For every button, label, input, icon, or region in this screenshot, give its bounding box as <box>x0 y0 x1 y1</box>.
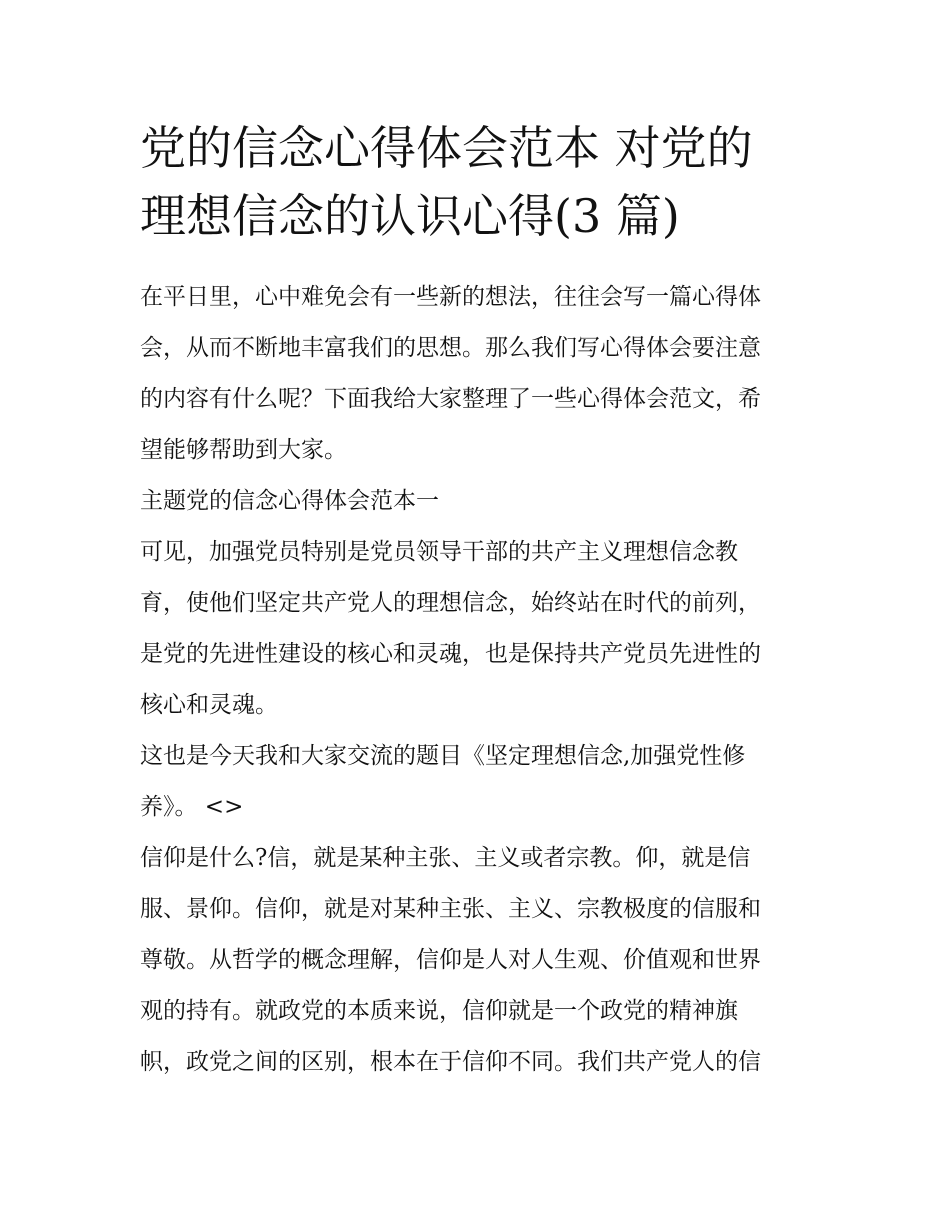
document-page <box>140 114 820 1088</box>
document-title <box>140 114 820 250</box>
title-line-2: 理想信念的认识心得(3 篇) <box>140 189 680 243</box>
section-heading: 主题党的信念心得体会范本一 <box>140 488 439 514</box>
body-line: 服、景仰。信仰，就是对某种主张、主义、宗教极度的信服和 <box>140 896 761 922</box>
body-line: 这也是今天我和大家交流的题目《坚定理想信念,加强党性修 <box>140 743 746 769</box>
body-line: 核心和灵魂。 <box>140 692 278 718</box>
body-line: 养》。 <> <box>140 794 244 820</box>
body-line: 育，使他们坚定共产党人的理想信念，始终站在时代的前列， <box>140 590 761 616</box>
body-line: 望能够帮助到大家。 <box>140 437 347 463</box>
body-line: 会，从而不断地丰富我们的思想。那么我们写心得体会要注意 <box>140 335 761 361</box>
body-line: 帜，政党之间的区别，根本在于信仰不同。我们共产党人的信 <box>140 1049 761 1075</box>
body-line: 的内容有什么呢？下面我给大家整理了一些心得体会范文，希 <box>140 386 761 412</box>
body-line: 尊敬。从哲学的概念理解，信仰是人对人生观、价值观和世界 <box>140 947 761 973</box>
body-line: 在平日里，心中难免会有一些新的想法，往往会写一篇心得体 <box>140 284 761 310</box>
body-line: 是党的先进性建设的核心和灵魂，也是保持共产党员先进性的 <box>140 641 761 667</box>
body-line: 观的持有。就政党的本质来说，信仰就是一个政党的精神旗 <box>140 998 738 1024</box>
title-line-1: 党的信念心得体会范本 对党的 <box>140 121 753 175</box>
document-body <box>140 272 820 1088</box>
body-line: 信仰是什么?信，就是某种主张、主义或者宗教。仰，就是信 <box>140 845 751 871</box>
body-line: 可见，加强党员特别是党员领导干部的共产主义理想信念教 <box>140 539 738 565</box>
